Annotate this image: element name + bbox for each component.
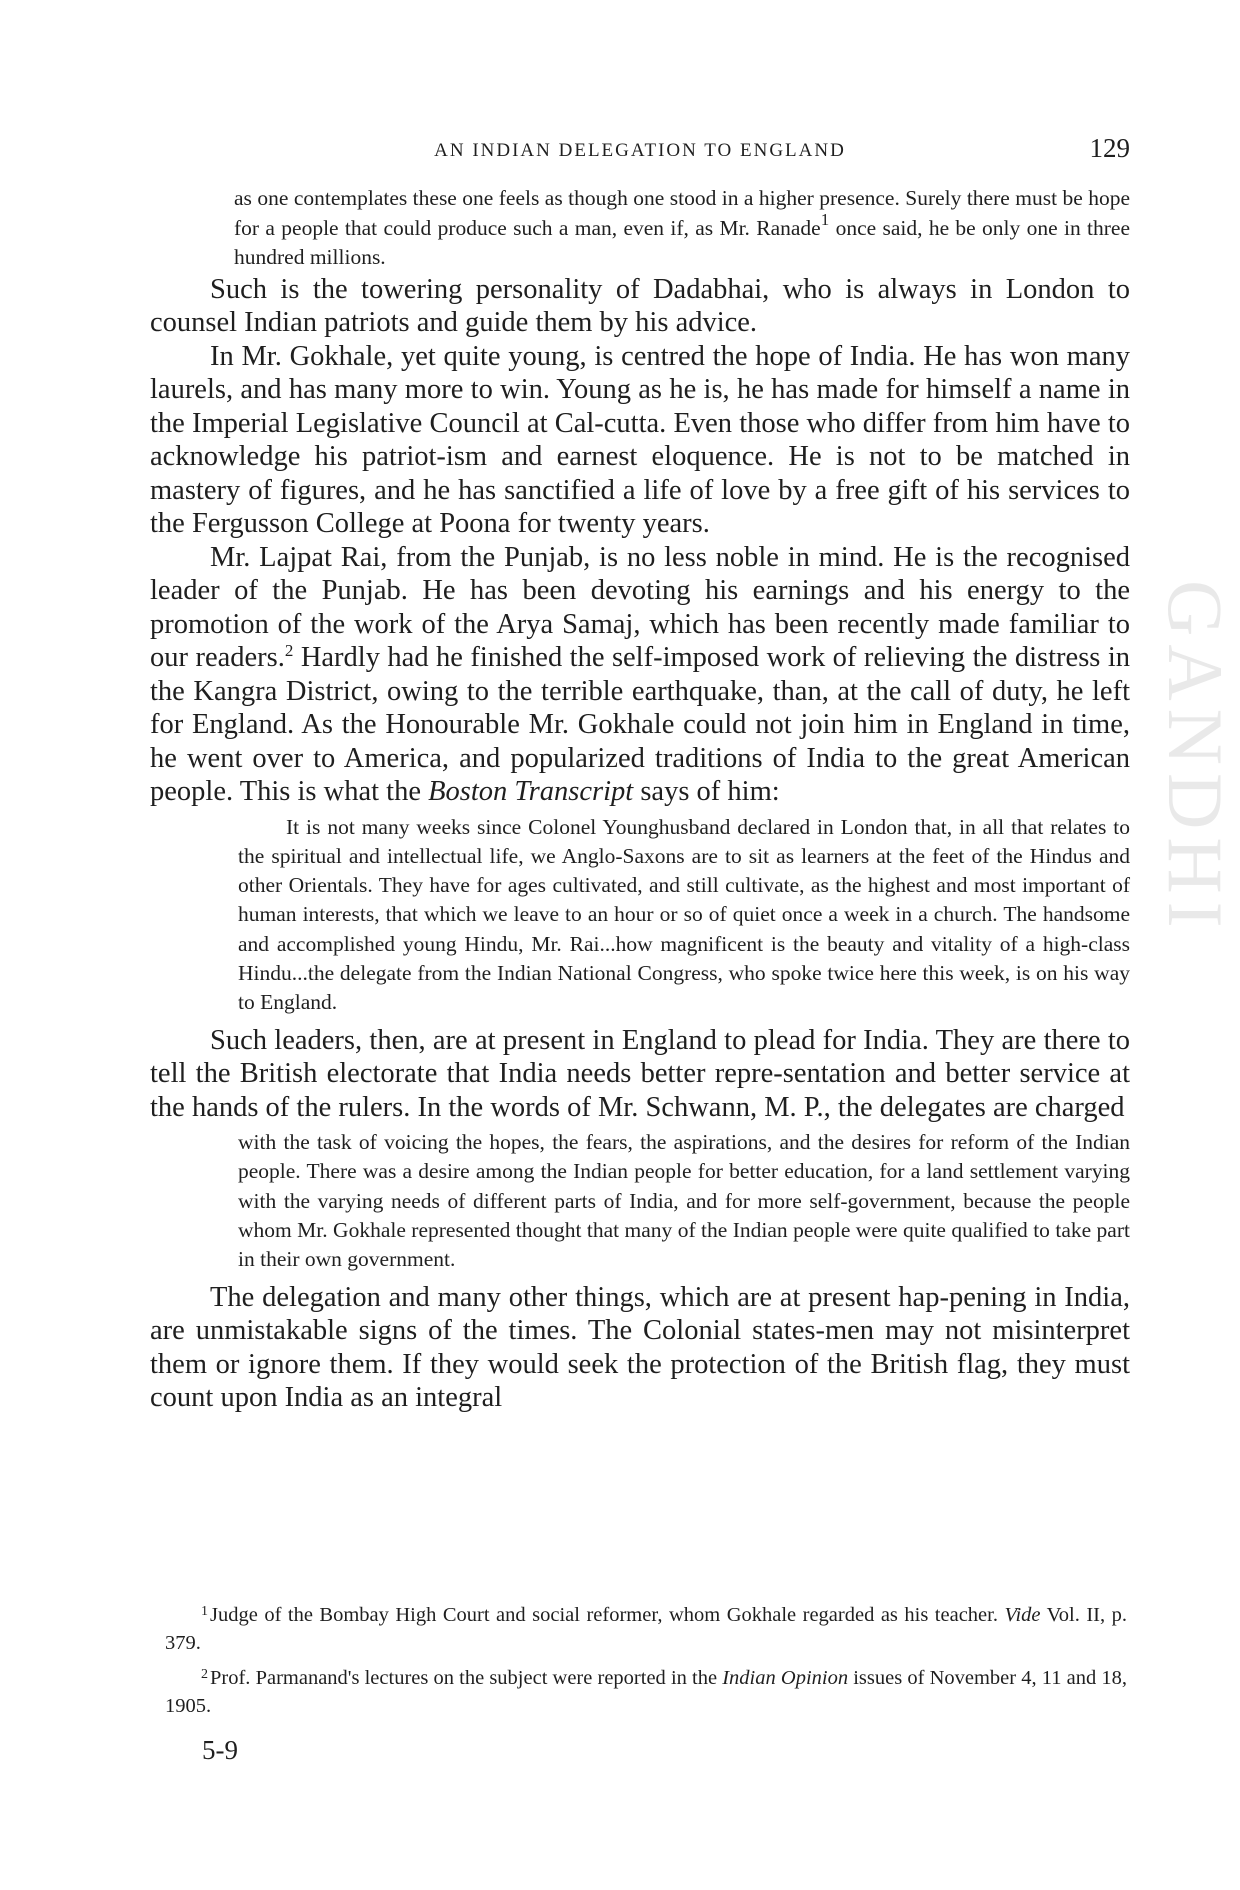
newspaper-title: Boston Transcript bbox=[428, 776, 634, 807]
footnotes bbox=[165, 1598, 1127, 1724]
paragraph-gokhale: In Mr. Gokhale, yet quite young, is centred the hope of India. He has won many laurels, and has many more to win. Young as he is, he has made for himself a name in the Imperial Legislative Council at Cal-cutta. Even those who differ from him have to acknowledge his patriot-ism and earnest eloquence. He is not to be matched in mastery of figures, and he has sanctified a life of love by a free gift of his services to the Fergusson College at Poona for twenty years. bbox=[150, 340, 1130, 539]
schwann-quote: with the task of voicing the hopes, the fears, the aspirations, and the desires for reform of the Indian people. There was a desire among the Indian people for better education, for a land settlement varying with the varying needs of different parts of India, and for more self-government, because the people whom Mr. Gokhale represented thought that many of the Indian people were quite qualified to take part in their own government. bbox=[238, 1130, 1130, 1272]
footnote-ref-2: 2 bbox=[284, 641, 294, 660]
running-head bbox=[150, 133, 1130, 168]
paragraph-lajpat-rai: Mr. Lajpat Rai, from the Punjab, is no less noble in mind. He is the recognised leader of the Punjab. He has been devoting his earnings and his energy to the promotion of the work of the Arya Samaj, which has been recently made familiar to our readers.$^2$ Hardly had he finished the self-imposed work of relieving the distress in the Kangra District, owing to the terrible earthquake, than, at the call of duty, he left for England. As the Honourable Mr. Gokhale could not join him in England in time, he went over to America, and popularized traditions of India to the great American people. This is what the Boston Transcript says of him: bbox=[150, 541, 1131, 807]
main-text bbox=[150, 184, 1130, 1415]
watermark: GANDHI bbox=[1152, 580, 1239, 936]
paragraph-dadabhai: Such is the towering personality of Dadabhai, who is always in London to counsel Indian patriots and guide them by his advice. bbox=[150, 273, 1130, 338]
signature-mark: 5-9 bbox=[202, 1735, 238, 1765]
footnote-ref-1: 1 bbox=[820, 209, 830, 229]
page-number: 129 bbox=[1089, 133, 1130, 163]
paragraph-leaders: Such leaders, then, are at present in England to plead for India. They are there to tell the British electorate that India needs better repre-sentation and better service at the hands of the rulers. In the words of Mr. Schwann, M. P., the delegates are charged bbox=[150, 1024, 1130, 1123]
boston-transcript-quote: It is not many weeks since Colonel Younghusband declared in London that, in all that relates to the spiritual and intellectual life, we Anglo-Saxons are to sit as learners at the feet of the Hindus and other Orientals. They have for ages cultivated, and still cultivate, as the highest and most important of human interests, that which we leave to an hour or so of quiet once a week in a church. The handsome and accomplished young Hindu, Mr. Rai...how magnificent is the beauty and vitality of a high-class Hindu...the delegate from the Indian National Congress, who spoke twice here this week, is on his way to England. bbox=[238, 814, 1130, 1015]
footnote-2: $^2$Prof. Parmanand's lectures on the subject were reported in the Indian Opinion issues of November 4, 11 and 18, 1905. bbox=[165, 1667, 1128, 1717]
running-title: AN INDIAN DELEGATION TO ENGLAND bbox=[434, 140, 846, 161]
paragraph-delegation: The delegation and many other things, which are at present hap-pening in India, are unmistakable signs of the times. The Colonial states-men may not misinterpret them or ignore them. If they would seek the protection of the British flag, they must count upon India as an integral bbox=[150, 1281, 1130, 1414]
opening-quote: as one contemplates these one feels as though one stood in a higher presence. Surely there must be hope for a people that could produce such a man, even if, as Mr. Ranade$^1$ once said, he be only one in three hundred millions. bbox=[234, 186, 1131, 269]
footnote-1: $^1$Judge of the Bombay High Court and social reformer, whom Gokhale regarded as his teacher. Vide Vol. II, p. 379. bbox=[165, 1604, 1128, 1654]
